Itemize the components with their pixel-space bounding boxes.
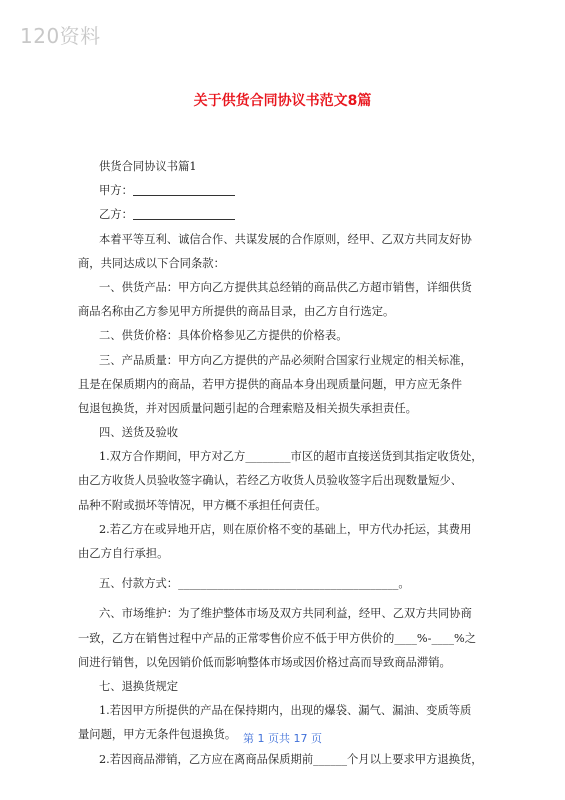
paragraph-line: 商，共同达成以下合同条款： — [78, 256, 225, 270]
page-footer: 第 1 页共 17 页 — [243, 732, 322, 745]
paragraph-line: 且是在保质期内的商品，若甲方提供的商品本身出现质量问题，甲方应无条件 — [78, 377, 463, 391]
paragraph-line: 品种不附或损坏等情况，甲方概不承担任何责任。 — [78, 498, 327, 512]
paragraph-line: 三、产品质量：甲方向乙方提供的产品必须附合国家行业规定的相关标准， — [99, 353, 472, 367]
document-title: 关于供货合同协议书范文8篇 — [193, 93, 372, 109]
paragraph-line: 1.双方合作期间，甲方对乙方________市区的超市直接送货到其指定收货处， — [99, 450, 483, 464]
party-a-line — [78, 179, 490, 203]
paragraph-line: 量问题，甲方无条件包退换货。 — [78, 728, 237, 742]
paragraph-line: 包退包换货，并对因质量问题引起的合理索赔及相关损失承担责任。 — [78, 401, 417, 415]
party-a-label: 甲方： — [99, 184, 133, 198]
paragraph-line: 六、市场维护：为了维护整体市场及双方共同利益，经甲、乙双方共同协商 — [99, 607, 472, 621]
party-b-label: 乙方： — [99, 208, 133, 222]
paragraph-line: 商品名称由乙方参见甲方所提供的商品目录，由乙方自行选定。 — [78, 305, 395, 319]
paragraph-line: 由乙方收货人员验收签字确认，若经乙方收货人员验收签字后出现数量短少、 — [78, 474, 463, 488]
party-b-line — [78, 203, 490, 227]
paragraph-line: 间进行销售，以免因销价低而影响整体市场或因价格过高而导致商品滞销。 — [78, 655, 451, 669]
paragraph-line: 四、送货及验收 — [99, 426, 179, 440]
paragraph-line: 七、退换货规定 — [99, 679, 179, 693]
paragraph-line: 1.若因甲方所提供的产品在保持期内，出现的爆袋、漏气、漏油、变质等质 — [99, 704, 472, 718]
paragraph-line: 一、供货产品：甲方向乙方提供其总经销的商品供乙方超市销售，详细供货 — [99, 280, 472, 294]
watermark: 120资料 — [20, 24, 101, 48]
section-heading: 供货合同协议书篇1 — [99, 160, 197, 173]
paragraph-line: 一致，乙方在销售过程中产品的正常零售价应不低于甲方供价的____%-____%之 — [78, 631, 477, 645]
paragraph-line: 二、供货价格：具体价格参见乙方提供的价格表。 — [99, 329, 348, 343]
paragraph-line: 2.若因商品滞销，乙方应在离商品保质期前______个月以上要求甲方退换货， — [99, 752, 483, 766]
paragraph-line: 由乙方自行承担。 — [78, 547, 169, 560]
paragraph-line: 五、付款方式：_______________________________________。 — [99, 577, 410, 591]
party-a-blank — [133, 182, 235, 196]
document-body — [78, 155, 490, 772]
paragraph-line: 本着平等互利、诚信合作、共谋发展的合作原则，经甲、乙双方共同友好协 — [99, 232, 472, 246]
party-b-blank — [133, 206, 235, 220]
paragraph-line: 2.若乙方在或异地开店，则在原价格不变的基础上，甲方代办托运，其费用 — [99, 522, 472, 536]
